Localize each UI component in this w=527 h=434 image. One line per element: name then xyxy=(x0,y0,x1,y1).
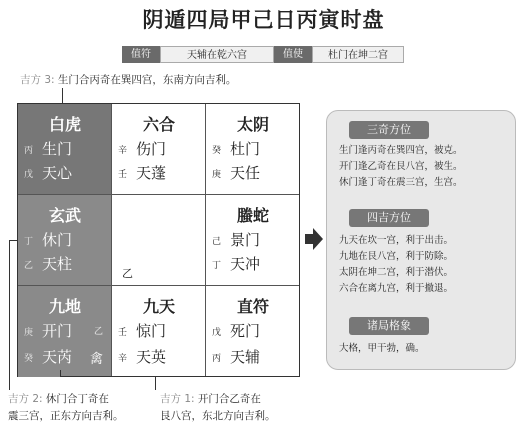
panel-text-qi xyxy=(339,143,509,191)
panel-text-ji xyxy=(339,233,509,297)
connector-2 xyxy=(9,240,10,390)
panel-line: 太阴在坤二宫，利于潜伏。 xyxy=(339,267,454,278)
note-1-key: 吉方 1: xyxy=(160,393,195,405)
stem: 乙 xyxy=(24,261,34,271)
god-label: 螣蛇 xyxy=(236,206,269,225)
stem: 己 xyxy=(212,237,222,247)
stem: 庚 xyxy=(212,170,222,180)
panel-head-ge: 诸局格象 xyxy=(349,317,429,335)
star-label: 天任 xyxy=(230,164,261,182)
panel-line: 六合在离九宫，利于撤退。 xyxy=(339,283,454,294)
note-1-line2: 艮八宫，东北方向吉利。 xyxy=(160,410,276,422)
connector-2 xyxy=(9,240,17,241)
door-label: 伤门 xyxy=(136,140,167,158)
star-label: 天冲 xyxy=(230,255,261,273)
palace-dui7 xyxy=(206,195,300,286)
star-label: 天芮 xyxy=(42,348,73,366)
summary-panel xyxy=(326,110,516,370)
god-label: 直符 xyxy=(236,297,269,316)
door-label: 景门 xyxy=(230,231,261,249)
stem: 丙 xyxy=(24,146,34,156)
connector-1 xyxy=(60,376,156,377)
god-label: 玄武 xyxy=(48,206,81,225)
stem: 戊 xyxy=(24,170,34,180)
duty-shi-value: 杜门在坤二宫 xyxy=(312,46,404,63)
note-direction-3 xyxy=(20,72,236,89)
note-2-line2: 震三宫，正东方向吉利。 xyxy=(8,410,124,422)
door-label: 死门 xyxy=(230,322,261,340)
god-label: 九地 xyxy=(48,297,81,316)
extra-stem: 乙 xyxy=(94,327,104,337)
panel-line: 休门逢丁奇在震三宫，生宫。 xyxy=(339,177,463,188)
connector-1 xyxy=(155,376,156,390)
palace-kun2 xyxy=(206,104,300,195)
palace-li9 xyxy=(112,104,206,195)
note-3-text: 生门合丙奇在巽四宫，东南方向吉利。 xyxy=(57,74,237,86)
connector-1 xyxy=(60,370,61,377)
panel-text-ge xyxy=(339,341,509,357)
god-label: 六合 xyxy=(142,115,175,134)
note-direction-1 xyxy=(160,391,276,425)
note-direction-2 xyxy=(8,391,124,425)
panel-line: 大格，甲干勃，确。 xyxy=(339,343,425,354)
door-label: 杜门 xyxy=(230,140,261,158)
page-title: 阴遁四局甲己日丙寅时盘 xyxy=(142,8,385,32)
panel-line: 开门逢乙奇在艮八宫，被生。 xyxy=(339,161,463,172)
connector-3 xyxy=(62,88,63,104)
arrow-right-icon xyxy=(305,228,323,250)
stem: 戊 xyxy=(212,328,222,338)
god-label: 太阴 xyxy=(236,115,269,134)
grid-line xyxy=(18,285,299,286)
center-stem: 乙 xyxy=(122,267,133,280)
stem: 丙 xyxy=(212,354,222,364)
duty-fu-value: 天辅在乾六宫 xyxy=(160,46,274,63)
panel-head-qi: 三奇方位 xyxy=(349,121,429,139)
grid-line xyxy=(205,104,206,376)
stem: 庚 xyxy=(24,328,34,338)
grid-line xyxy=(111,104,112,376)
palace-gen8 xyxy=(18,286,112,377)
palace-xun4 xyxy=(18,104,112,195)
stem: 癸 xyxy=(24,354,34,364)
stem: 癸 xyxy=(212,146,222,156)
note-1-line1: 开门合乙奇在 xyxy=(197,393,261,405)
panel-line: 九天在坎一宫，利于出击。 xyxy=(339,235,454,246)
star-label: 天柱 xyxy=(42,255,73,273)
star-label: 天英 xyxy=(136,348,167,366)
stem: 壬 xyxy=(118,328,128,338)
panel-line: 生门逢丙奇在巽四宫，被克。 xyxy=(339,145,463,156)
stem: 丁 xyxy=(212,261,222,271)
god-label: 九天 xyxy=(142,297,175,316)
panel-line: 九地在艮八宫，利于防除。 xyxy=(339,251,454,262)
note-3-key: 吉方 3: xyxy=(20,74,55,86)
palace-qian6 xyxy=(206,286,300,377)
god-label: 白虎 xyxy=(48,115,81,134)
star-label: 天蓬 xyxy=(136,164,167,182)
qin-label: 禽 xyxy=(90,352,104,367)
star-label: 天辅 xyxy=(230,348,261,366)
door-label: 惊门 xyxy=(136,322,167,340)
star-label: 天心 xyxy=(42,164,73,182)
grid-line xyxy=(18,194,299,195)
door-label: 休门 xyxy=(42,231,73,249)
panel-head-ji: 四吉方位 xyxy=(349,209,429,227)
note-2-line1: 休门合丁奇在 xyxy=(45,393,109,405)
note-2-key: 吉方 2: xyxy=(8,393,43,405)
stem: 丁 xyxy=(24,237,34,247)
door-label: 开门 xyxy=(42,322,73,340)
duty-fu-label: 值符 xyxy=(122,46,160,63)
stem: 辛 xyxy=(118,146,128,156)
stem: 辛 xyxy=(118,354,128,364)
duty-shi-label: 值使 xyxy=(274,46,312,63)
palace-kan1 xyxy=(112,286,206,377)
door-label: 生门 xyxy=(42,140,73,158)
palace-center5 xyxy=(112,195,206,286)
stem: 壬 xyxy=(118,170,128,180)
palace-zhen3 xyxy=(18,195,112,286)
qimen-grid xyxy=(17,103,300,377)
